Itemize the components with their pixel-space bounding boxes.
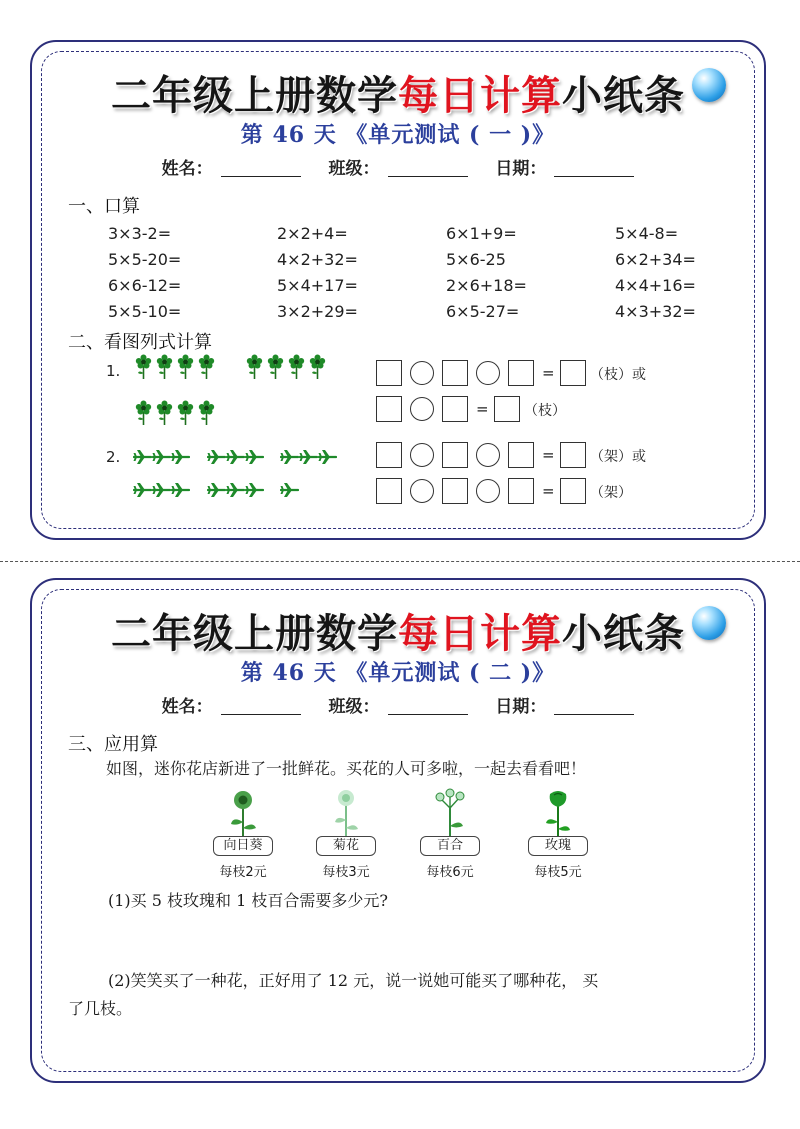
flower-icon <box>156 354 173 380</box>
date-label: 日期： <box>495 159 547 179</box>
operator-circle[interactable] <box>410 397 434 421</box>
question-1-text: (1)买 5 枝玫瑰和 1 枝百合需要多少元? <box>108 891 388 910</box>
question-2-line-2: 了几枝。 <box>68 999 133 1018</box>
answer-box[interactable] <box>508 442 534 468</box>
equals-sign: = <box>476 400 489 418</box>
oral-problem: 5×5-20= <box>108 250 182 269</box>
unit-label: （枝）或 <box>590 367 646 383</box>
answer-box[interactable] <box>442 478 468 504</box>
name-blank[interactable] <box>221 714 301 715</box>
flower-icon <box>135 354 152 380</box>
student-info <box>32 154 764 179</box>
sunflower-icon <box>223 788 263 840</box>
flower-icon <box>309 354 326 380</box>
class-label: 班级： <box>328 697 380 717</box>
answer-box[interactable] <box>508 478 534 504</box>
flower-price: 每枝5元 <box>534 865 582 880</box>
answer-box[interactable] <box>376 396 402 422</box>
flower-name-tag: 向日葵 <box>213 836 273 856</box>
operator-circle[interactable] <box>410 443 434 467</box>
oral-problem: 4×4+16= <box>615 276 696 295</box>
flower-price: 每枝6元 <box>426 865 474 880</box>
chrysanthemum-icon <box>326 788 366 840</box>
intro-text: 如图，迷你花店新进了一批鲜花。买花的人可多啦，一起去看看吧！ <box>106 759 587 778</box>
lily-icon <box>430 788 470 840</box>
name-label: 姓名： <box>161 159 213 179</box>
flower-icon <box>156 400 173 426</box>
question-2-line-1: (2)笑笑买了一种花，正好用了 12 元，说一说她可能买了哪种花， 买 <box>108 971 599 990</box>
unit-label: （架）或 <box>590 449 646 465</box>
operator-circle[interactable] <box>476 361 500 385</box>
airplane-icon <box>152 482 171 498</box>
airplane-icon <box>171 449 190 465</box>
section-picture-title: 二、看图列式计算 <box>68 332 212 353</box>
class-blank[interactable] <box>388 714 468 715</box>
unit-label: （枝） <box>524 403 566 419</box>
question-number: 2. <box>106 448 121 466</box>
operator-circle[interactable] <box>476 479 500 503</box>
oral-problem: 3×3-2= <box>108 224 172 243</box>
flower-icon <box>198 400 215 426</box>
flower-icon <box>135 400 152 426</box>
worksheet-card-1 <box>30 40 766 540</box>
flower-price: 每枝2元 <box>219 865 267 880</box>
date-label: 日期： <box>495 697 547 717</box>
airplane-icon <box>207 449 226 465</box>
answer-box[interactable] <box>560 478 586 504</box>
flower-name-tag: 百合 <box>420 836 480 856</box>
airplane-icon <box>133 449 152 465</box>
name-label: 姓名： <box>161 697 213 717</box>
flower-icon <box>177 400 194 426</box>
equals-sign: = <box>542 482 555 500</box>
oral-problem: 3×2+29= <box>277 302 358 321</box>
section-application-title: 三、应用算 <box>68 734 158 755</box>
flower-price: 每枝3元 <box>322 865 370 880</box>
class-label: 班级： <box>328 159 380 179</box>
cut-line <box>0 561 800 562</box>
card-subtitle: 第 46 天 《单元测试 ( 一 )》 <box>240 122 556 148</box>
oral-problem: 6×2+34= <box>615 250 696 269</box>
answer-box[interactable] <box>560 442 586 468</box>
card-subtitle: 第 46 天 《单元测试 ( 二 )》 <box>240 660 556 686</box>
blue-ball-icon <box>692 606 726 640</box>
oral-problem: 5×4-8= <box>615 224 679 243</box>
flower-icon <box>246 354 263 380</box>
operator-circle[interactable] <box>410 361 434 385</box>
rose-icon <box>538 788 578 840</box>
airplane-icon <box>133 482 152 498</box>
answer-box[interactable] <box>442 396 468 422</box>
answer-box[interactable] <box>442 360 468 386</box>
date-blank[interactable] <box>554 714 634 715</box>
airplane-icon <box>299 449 318 465</box>
question-number: 1. <box>106 362 121 380</box>
title-highlight: 每日计算 <box>398 72 562 119</box>
oral-problem: 4×3+32= <box>615 302 696 321</box>
equals-sign: = <box>542 446 555 464</box>
card-title: 二年级上册数学每日计算小纸条 <box>111 72 685 119</box>
answer-box[interactable] <box>376 478 402 504</box>
unit-label: （架） <box>590 485 632 501</box>
flower-icon <box>288 354 305 380</box>
answer-box[interactable] <box>560 360 586 386</box>
card-title: 二年级上册数学每日计算小纸条 <box>111 610 685 657</box>
airplane-icon <box>245 482 264 498</box>
airplane-icon <box>171 482 190 498</box>
worksheet-card-2 <box>30 578 766 1083</box>
oral-problem: 4×2+32= <box>277 250 358 269</box>
airplane-icon <box>226 482 245 498</box>
oral-problem: 2×6+18= <box>446 276 527 295</box>
airplane-icon <box>207 482 226 498</box>
airplane-icon <box>245 449 264 465</box>
answer-box[interactable] <box>442 442 468 468</box>
answer-box[interactable] <box>508 360 534 386</box>
airplane-icon <box>280 449 299 465</box>
oral-problem: 5×4+17= <box>277 276 358 295</box>
airplane-icon <box>226 449 245 465</box>
oral-problem: 6×6-12= <box>108 276 182 295</box>
answer-box[interactable] <box>376 442 402 468</box>
airplane-icon <box>318 449 337 465</box>
flower-icon <box>267 354 284 380</box>
oral-problem: 6×5-27= <box>446 302 520 321</box>
oral-problem: 5×5-10= <box>108 302 182 321</box>
airplane-icon <box>280 482 299 498</box>
oral-problem: 2×2+4= <box>277 224 348 243</box>
blue-ball-icon <box>692 68 726 102</box>
oral-problem: 5×6-25 <box>446 250 506 269</box>
airplane-icon <box>152 449 171 465</box>
date-blank[interactable] <box>554 176 634 177</box>
operator-circle[interactable] <box>410 479 434 503</box>
flower-name-tag: 玫瑰 <box>528 836 588 856</box>
answer-box[interactable] <box>494 396 520 422</box>
section-oral-title: 一、口算 <box>68 196 140 217</box>
name-blank[interactable] <box>221 176 301 177</box>
equals-sign: = <box>542 364 555 382</box>
flower-name-tag: 菊花 <box>316 836 376 856</box>
student-info <box>32 692 764 717</box>
class-blank[interactable] <box>388 176 468 177</box>
title-highlight: 每日计算 <box>398 610 562 657</box>
operator-circle[interactable] <box>476 443 500 467</box>
flower-icon <box>177 354 194 380</box>
flower-icon <box>198 354 215 380</box>
answer-box[interactable] <box>376 360 402 386</box>
oral-problem: 6×1+9= <box>446 224 517 243</box>
